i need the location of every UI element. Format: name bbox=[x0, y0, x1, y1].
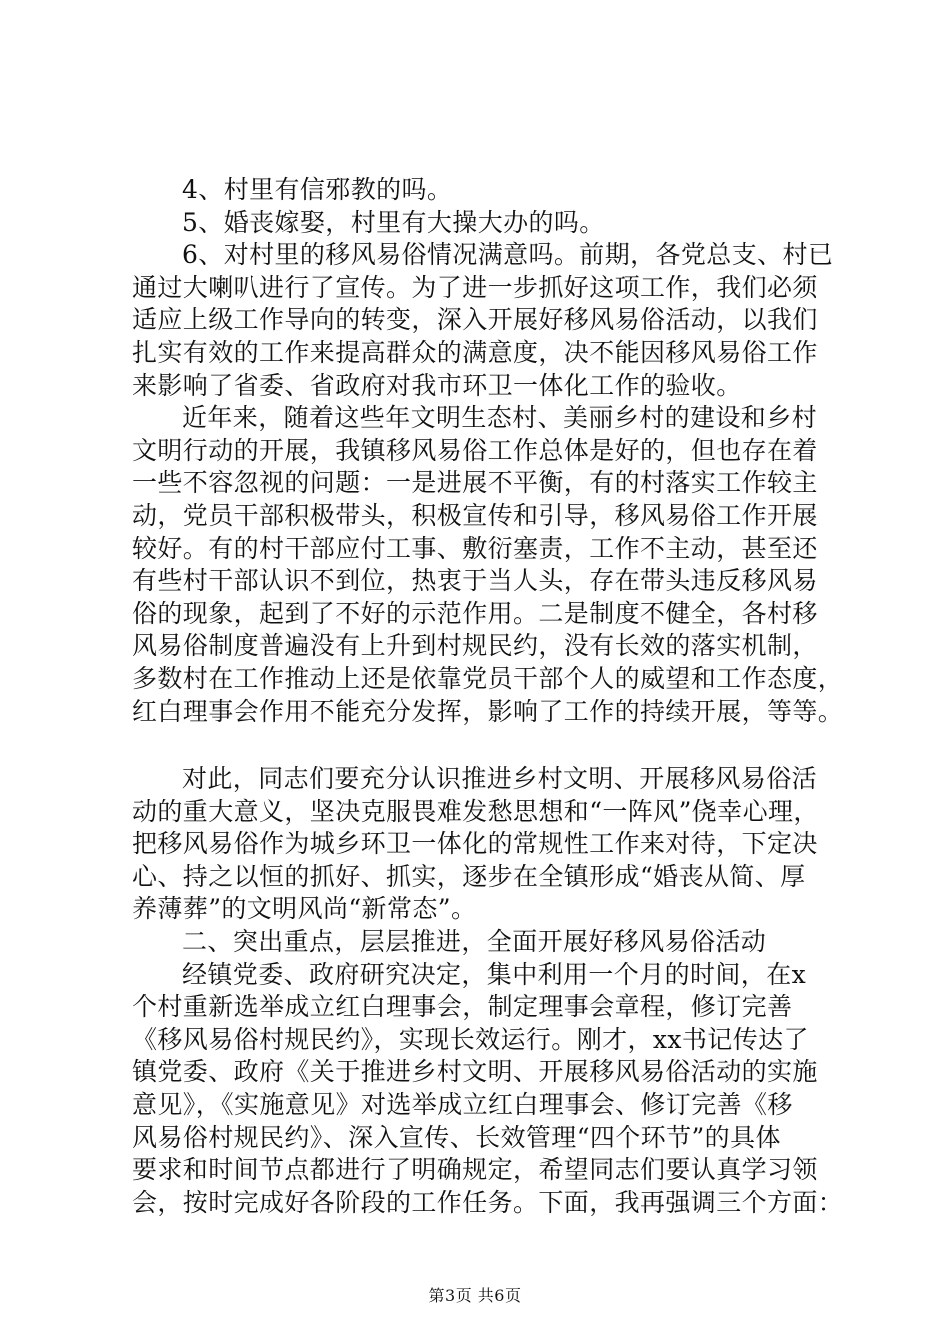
text-line: 心、持之以恒的抓好、抓实，逐步在全镇形成“婚丧从简、厚 bbox=[132, 861, 806, 891]
text-line: 要求和时间节点都进行了明确规定，希望同志们要认真学习领 bbox=[132, 1155, 818, 1185]
text-line: 文明行动的开展，我镇移风易俗工作总体是好的，但也存在着 bbox=[132, 435, 818, 465]
text-line: 个村重新选举成立红白理事会，制定理事会章程，修订完善 bbox=[132, 992, 793, 1022]
text-line: 通过大喇叭进行了宣传。为了进一步抓好这项工作，我们必须 bbox=[132, 272, 818, 302]
text-line: 动，党员干部积极带头，积极宣传和引导，移风易俗工作开展 bbox=[132, 500, 818, 530]
text-line: 一些不容忽视的问题：一是进展不平衡，有的村落实工作较主 bbox=[132, 468, 818, 498]
text-line: 较好。有的村干部应付工事、敷衍塞责，工作不主动，甚至还 bbox=[132, 533, 818, 563]
text-line: 养薄葬”的文明风尚“新常态”。 bbox=[132, 894, 477, 924]
text-line: 扎实有效的工作来提高群众的满意度，决不能因移风易俗工作 bbox=[132, 337, 818, 367]
text-line: 4、村里有信邪教的吗。 bbox=[182, 175, 453, 204]
section-heading: 二、突出重点，层层推进，全面开展好移风易俗活动 bbox=[182, 927, 767, 957]
text-line: 镇党委、政府《关于推进乡村文明、开展移风易俗活动的实施 bbox=[132, 1057, 818, 1087]
text-line: 6、对村里的移风易俗情况满意吗。前期，各党总支、村已 bbox=[182, 240, 834, 270]
text-line: 俗的现象，起到了不好的示范作用。二是制度不健全，各村移 bbox=[132, 598, 818, 628]
text-line: 经镇党委、政府研究决定，集中利用一个月的时间，在x bbox=[182, 959, 807, 989]
text-line: 风易俗制度普遍没有上升到村规民约，没有长效的落实机制， bbox=[132, 631, 818, 661]
text-line: 把移风易俗作为城乡环卫一体化的常规性工作来对待，下定决 bbox=[132, 829, 818, 859]
text-line: 多数村在工作推动上还是依靠党员干部个人的威望和工作态度， bbox=[132, 663, 844, 693]
text-line: 风易俗村规民约》、深入宣传、长效管理“四个环节”的具体 bbox=[132, 1122, 781, 1152]
text-line: 《移风易俗村规民约》，实现长效运行。刚才，xx书记传达了 bbox=[132, 1024, 809, 1054]
text-line: 近年来，随着这些年文明生态村、美丽乡村的建设和乡村 bbox=[182, 403, 818, 433]
text-line: 红白理事会作用不能充分发挥，影响了工作的持续开展，等等。 bbox=[132, 696, 844, 726]
text-line: 动的重大意义，坚决克服畏难发愁思想和“一阵风”侥幸心理， bbox=[132, 796, 819, 826]
text-line: 有些村干部认识不到位，热衷于当人头，存在带头违反移风易 bbox=[132, 566, 818, 596]
text-line: 会，按时完成好各阶段的工作任务。下面，我再强调三个方面： bbox=[132, 1187, 844, 1217]
text-line: 5、婚丧嫁娶，村里有大操大办的吗。 bbox=[182, 207, 605, 237]
body-text bbox=[132, 174, 852, 1219]
page-number-footer: 第3页 共6页 bbox=[428, 1286, 522, 1305]
text-line: 对此，同志们要充分认识推进乡村文明、开展移风易俗活 bbox=[182, 764, 818, 794]
text-line: 来影响了省委、省政府对我市环卫一体化工作的验收。 bbox=[132, 370, 742, 400]
text-line: 意见》，《实施意见》对选举成立红白理事会、修订完善《移 bbox=[132, 1090, 793, 1120]
text-line: 适应上级工作导向的转变，深入开展好移风易俗活动，以我们 bbox=[132, 305, 818, 335]
